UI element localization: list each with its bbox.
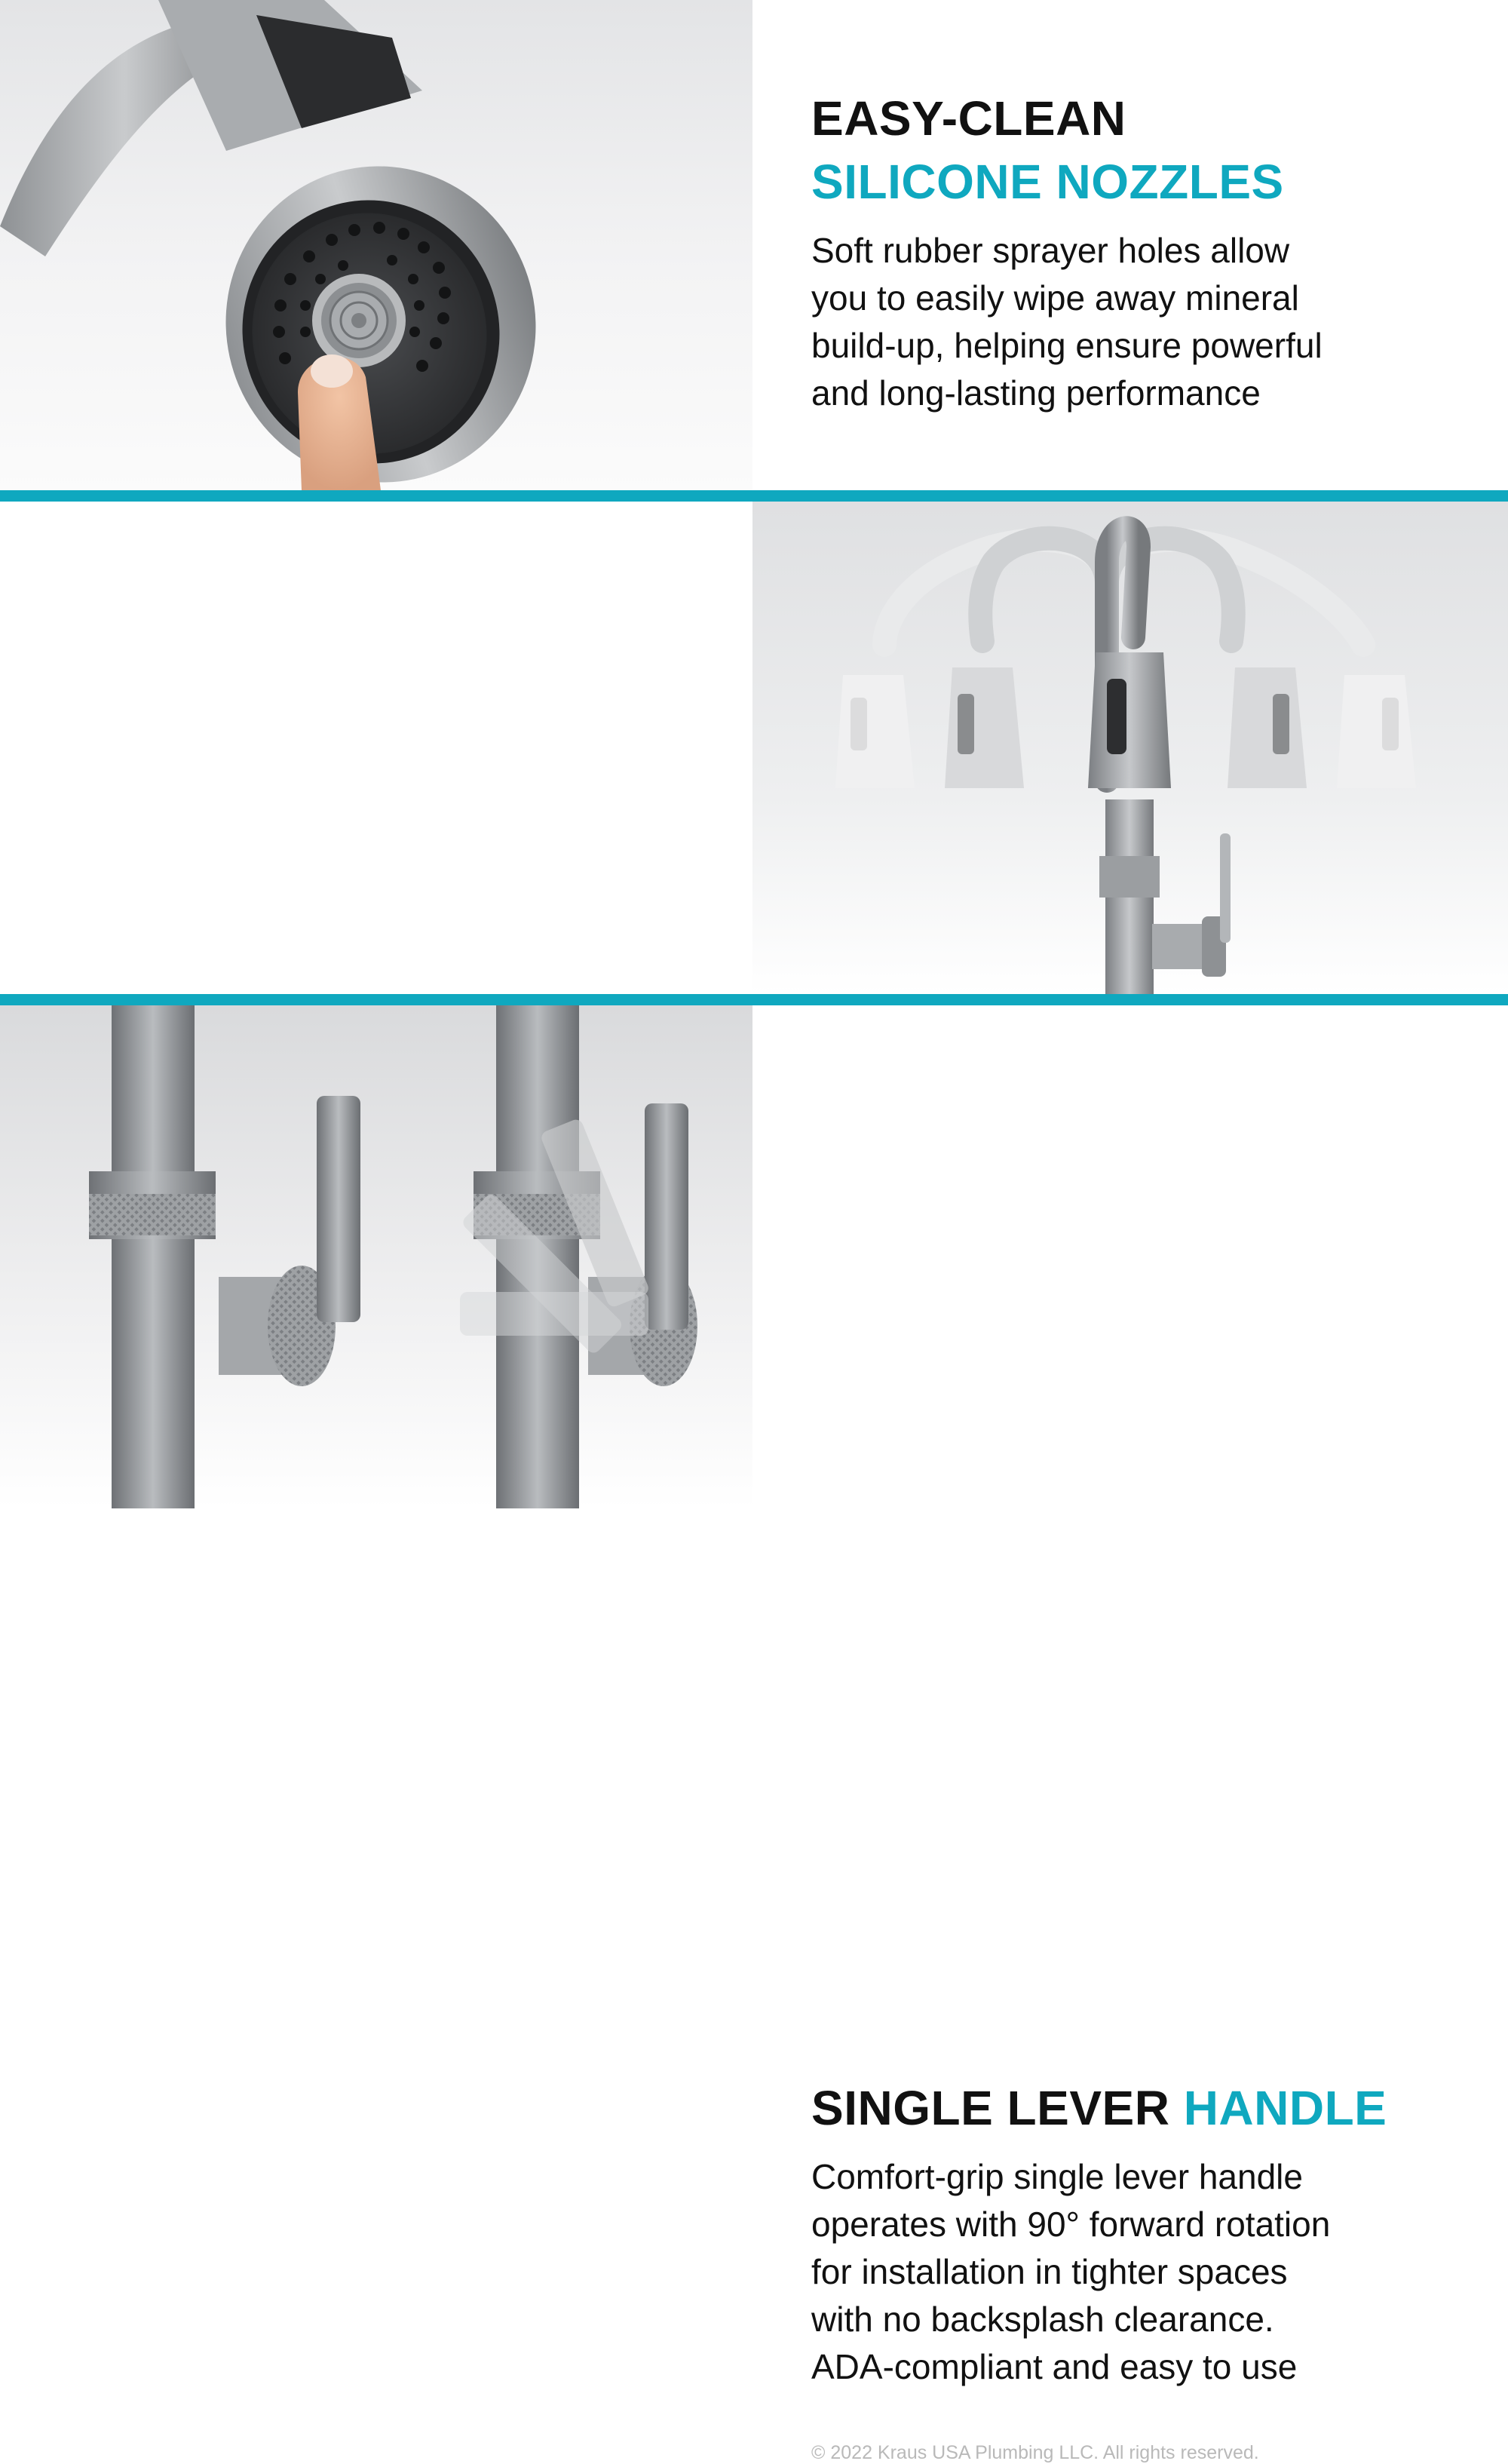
section3-body: Comfort-grip single lever handle operates with 90° forward rotation for installation in tighter spaces with no backsplash clearance. ADA-compliant and easy to use xyxy=(811,2157,1331,2386)
section3-heading-accent: HANDLE xyxy=(1183,2081,1387,2135)
copyright-notice: © 2022 Kraus USA Plumbing LLC. All rights reserved. xyxy=(811,2442,1259,2463)
section3-heading-dark: SINGLE LEVER xyxy=(811,2081,1184,2135)
nozzle-feature-panel xyxy=(0,0,1508,490)
section-divider xyxy=(0,490,1508,502)
section1-body: Soft rubber sprayer holes allow you to easily wipe away mineral build-up, helping ensure powerful and long-lasting performance xyxy=(811,231,1323,413)
section3-heading xyxy=(811,2076,1490,2140)
nozzle-feature-text xyxy=(811,87,1475,417)
section1-heading xyxy=(811,87,1475,213)
section1-heading-line1: EASY-CLEAN xyxy=(811,91,1126,146)
lever-feature-panel xyxy=(0,1005,1508,2463)
swivel-faucet-photo xyxy=(752,502,1508,994)
sprayhead-nozzle-photo xyxy=(0,0,752,490)
lever-handle-photo xyxy=(0,1005,752,1508)
swivel-feature-panel xyxy=(0,502,1508,994)
lever-feature-text xyxy=(811,2076,1490,2391)
section1-heading-line2: SILICONE NOZZLES xyxy=(811,155,1284,209)
section-divider xyxy=(0,994,1508,1005)
